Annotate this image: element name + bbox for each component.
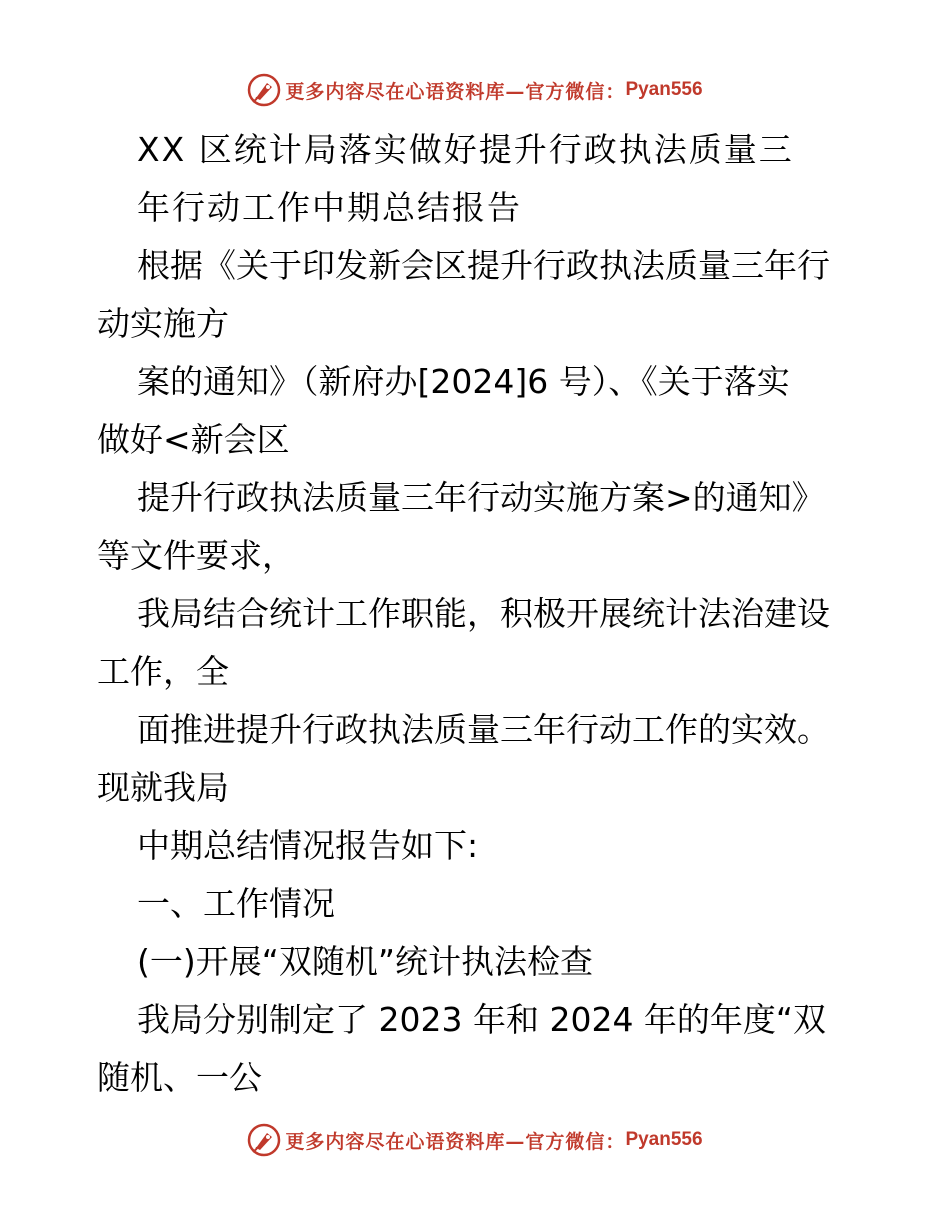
paragraph-line: 动实施方 [97,304,229,343]
banner-wechat-id: Pyan556 [625,1129,703,1150]
paragraph-line: 现就我局 [97,768,229,807]
header-watermark-banner [0,70,950,110]
paragraph-line: 提升行政执法质量三年行动实施方案>的通知》 [137,478,825,517]
document-title-line-2: 年行动工作中期总结报告 [137,188,522,227]
document-title-line-1: XX 区统计局落实做好提升行政执法质量三 [137,130,794,169]
paragraph-line: 中期总结情况报告如下: [137,826,479,865]
subsection-heading: (一)开展“双随机”统计执法检查 [137,942,593,981]
paragraph-line: 根据《关于印发新会区提升行政执法质量三年行 [137,246,830,285]
paragraph-line: 等文件要求， [97,536,295,575]
paragraph-line: 案的通知》（新府办[2024]6 号）、《关于落实 [137,362,790,401]
paragraph-line: 我局结合统计工作职能，积极开展统计法治建设 [137,594,830,633]
paragraph-line: 随机、一公 [97,1058,262,1097]
footer-watermark-banner [0,1120,950,1160]
paragraph-line: 做好<新会区 [97,420,290,459]
pen-nib-logo-icon [247,1123,281,1157]
banner-text: 更多内容尽在心语资料库—官方微信： [285,80,626,103]
document-body [97,121,857,1107]
paragraph-line: 我局分别制定了 2023 年和 2024 年的年度“双 [137,1000,827,1039]
pen-nib-logo-icon [247,73,281,107]
paragraph-line: 工作，全 [97,652,229,691]
paragraph-line: 面推进提升行政执法质量三年行动工作的实效。 [137,710,830,749]
banner-text: 更多内容尽在心语资料库—官方微信： [285,1130,626,1153]
banner-wechat-id: Pyan556 [625,79,703,100]
section-heading: 一、工作情况 [137,884,335,923]
